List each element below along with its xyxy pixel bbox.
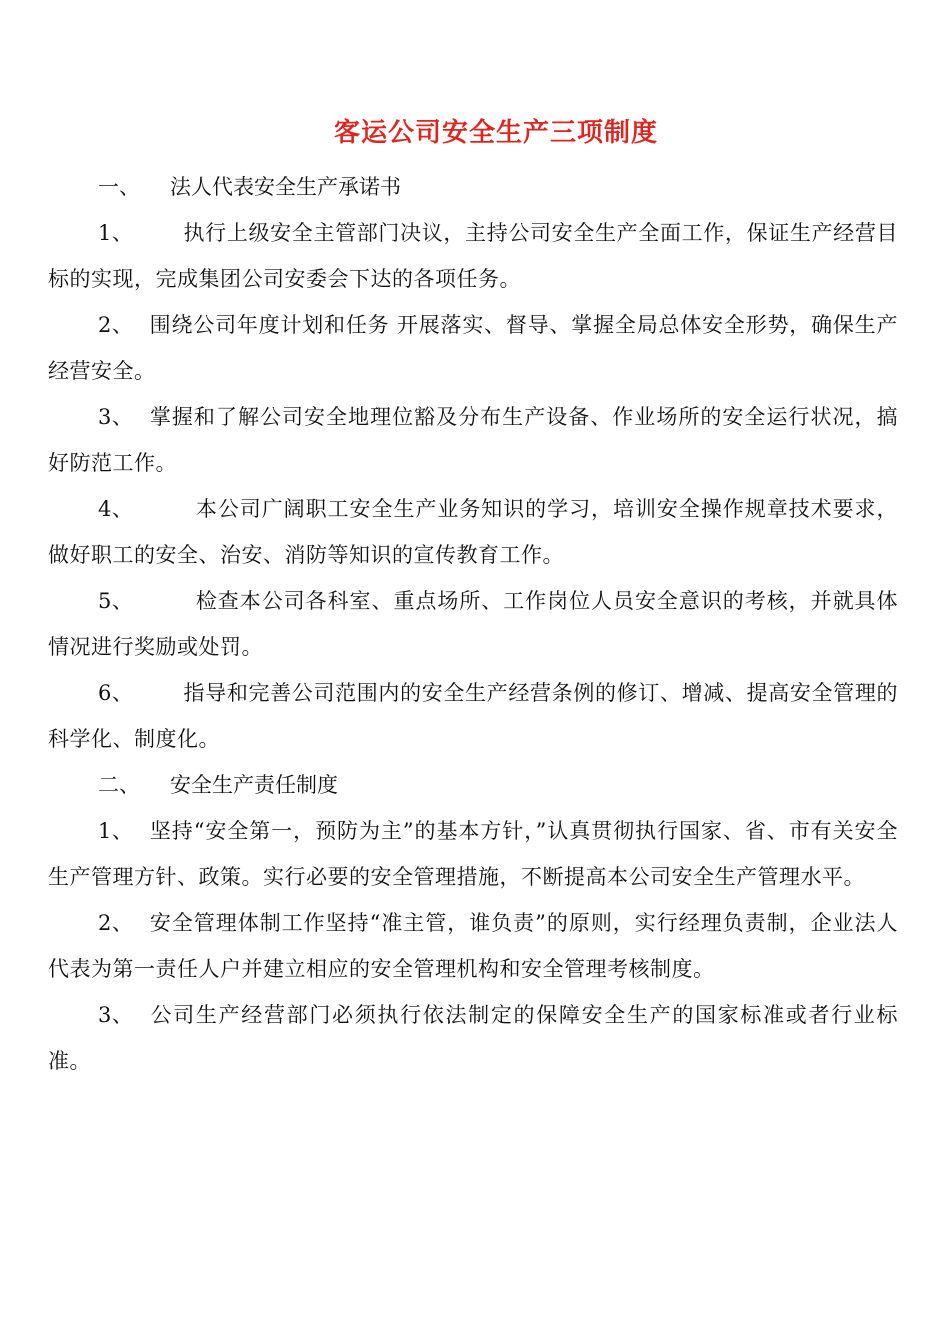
item-number: 3、 xyxy=(98,1003,134,1027)
section-heading-1 xyxy=(48,164,898,210)
list-item xyxy=(48,394,898,486)
item-text: 本公司广阔职工安全生产业务知识的学习，培训安全操作规章技术要求，做好职工的安全、治安、消防等知识的宣传教育工作。 xyxy=(48,497,898,567)
item-number: 6、 xyxy=(98,681,134,705)
list-item xyxy=(48,992,898,1084)
section-number: 二、 xyxy=(98,773,140,797)
item-text: 公司生产经营部门必须执行依法制定的保障安全生产的国家标准或者行业标准。 xyxy=(48,1003,898,1073)
item-number: 2、 xyxy=(98,313,134,337)
list-item xyxy=(48,578,898,670)
list-item xyxy=(48,670,898,762)
item-number: 2、 xyxy=(98,911,134,935)
list-item xyxy=(48,900,898,992)
section-number: 一、 xyxy=(98,175,140,199)
item-number: 3、 xyxy=(98,405,134,429)
item-text: 坚持“安全第一，预防为主”的基本方针，”认真贯彻执行国家、省、市有关安全生产管理方针、政策。实行必要的安全管理措施，不断提高本公司安全生产管理水平。 xyxy=(48,819,898,889)
item-text: 检查本公司各科室、重点场所、工作岗位人员安全意识的考核，并就具体情况进行奖励或处罚。 xyxy=(48,589,898,659)
item-text: 安全管理体制工作坚持“准主管，谁负责”的原则，实行经理负责制，企业法人代表为第一责任人户并建立相应的安全管理机构和安全管理考核制度。 xyxy=(48,911,898,981)
item-number: 5、 xyxy=(98,589,134,613)
item-text: 执行上级安全主管部门决议，主持公司安全生产全面工作，保证生产经营目标的实现，完成集团公司安委会下达的各项任务。 xyxy=(48,221,898,291)
section-heading-2 xyxy=(48,762,898,808)
list-item xyxy=(48,302,898,394)
list-item xyxy=(48,486,898,578)
item-number: 1、 xyxy=(98,819,134,843)
item-text: 指导和完善公司范围内的安全生产经营条例的修订、增减、提高安全管理的科学化、制度化。 xyxy=(48,681,898,751)
item-text: 掌握和了解公司安全地理位豁及分布生产设备、作业场所的安全运行状况，搞好防范工作。 xyxy=(48,405,898,475)
list-item xyxy=(48,808,898,900)
item-number: 1、 xyxy=(98,221,134,245)
document-title: 客运公司安全生产三项制度 xyxy=(333,118,658,148)
section-heading-text: 法人代表安全生产承诺书 xyxy=(170,175,401,199)
item-text: 围绕公司年度计划和任务 开展落实、督导、掌握全局总体安全形势，确保生产经营安全。 xyxy=(48,313,898,383)
document-page xyxy=(48,108,898,1084)
item-number: 4、 xyxy=(98,497,134,521)
section-heading-text: 安全生产责任制度 xyxy=(170,773,338,797)
list-item xyxy=(48,210,898,302)
